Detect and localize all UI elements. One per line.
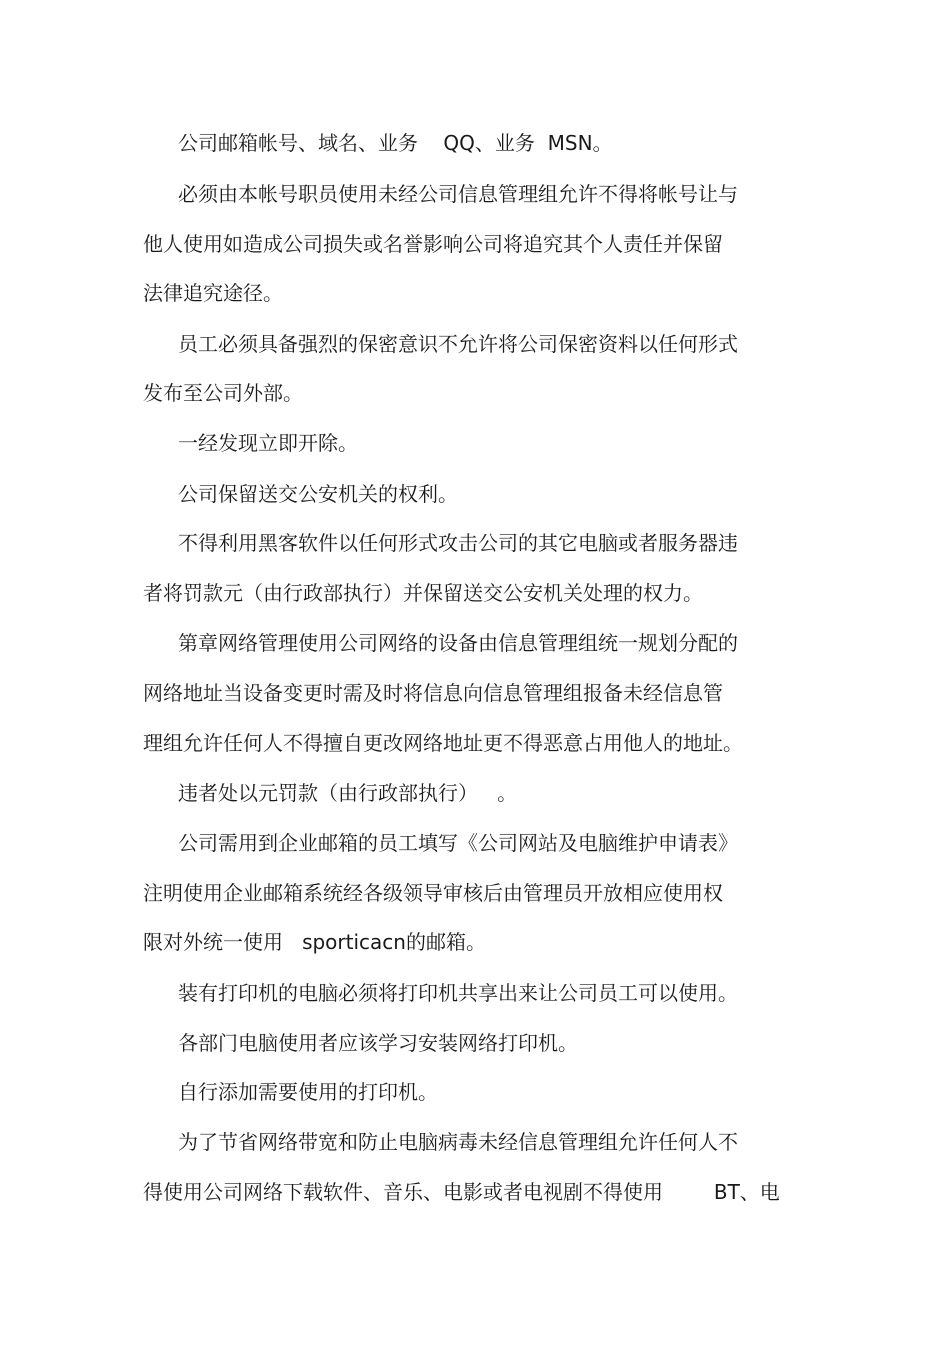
paragraph-line: 自行添加需要使用的打印机。 [178, 1080, 438, 1104]
paragraph-line: 一经发现立即开除。 [178, 431, 358, 455]
paragraph-line: 法律追究途径。 [143, 281, 283, 305]
paragraph-line: 理组允许任何人不得擅自更改网络地址更不得恶意占用他人的地址。 [143, 731, 743, 755]
paragraph-line: 公司邮箱帐号、域名、业务 QQ、业务 MSN。 [178, 131, 613, 155]
paragraph-line: 必须由本帐号职员使用未经公司信息管理组允许不得将帐号让与 [178, 182, 738, 206]
paragraph-line: 注明使用企业邮箱系统经各级领导审核后由管理员开放相应使用权 [143, 881, 723, 905]
paragraph-line: 不得利用黑客软件以任何形式攻击公司的其它电脑或者服务器违 [178, 531, 738, 555]
paragraph-line: 各部门电脑使用者应该学习安装网络打印机。 [178, 1031, 578, 1055]
paragraph-line: 公司需用到企业邮箱的员工填写《公司网站及电脑维护申请表》 [178, 831, 738, 855]
paragraph-line: 发布至公司外部。 [143, 381, 303, 405]
paragraph-line: 他人使用如造成公司损失或名誉影响公司将追究其个人责任并保留 [143, 232, 723, 256]
paragraph-line: 为了节省网络带宽和防止电脑病毒未经信息管理组允许任何人不 [178, 1130, 738, 1154]
paragraph-line: 违者处以元罚款（由行政部执行） 。 [178, 781, 518, 805]
paragraph-line: 得使用公司网络下载软件、音乐、电影或者电视剧不得使用 BT、电 [143, 1180, 780, 1204]
paragraph-line: 者将罚款元（由行政部执行）并保留送交公安机关处理的权力。 [143, 581, 703, 605]
paragraph-line: 第章网络管理使用公司网络的设备由信息管理组统一规划分配的 [178, 631, 738, 655]
paragraph-line: 员工必须具备强烈的保密意识不允许将公司保密资料以任何形式 [178, 332, 738, 356]
paragraph-line: 网络地址当设备变更时需及时将信息向信息管理组报备未经信息管 [143, 681, 723, 705]
paragraph-line: 装有打印机的电脑必须将打印机共享出来让公司员工可以使用。 [178, 981, 738, 1005]
paragraph-line: 限对外统一使用 sporticacn的邮箱。 [143, 930, 486, 954]
paragraph-line: 公司保留送交公安机关的权利。 [178, 482, 458, 506]
